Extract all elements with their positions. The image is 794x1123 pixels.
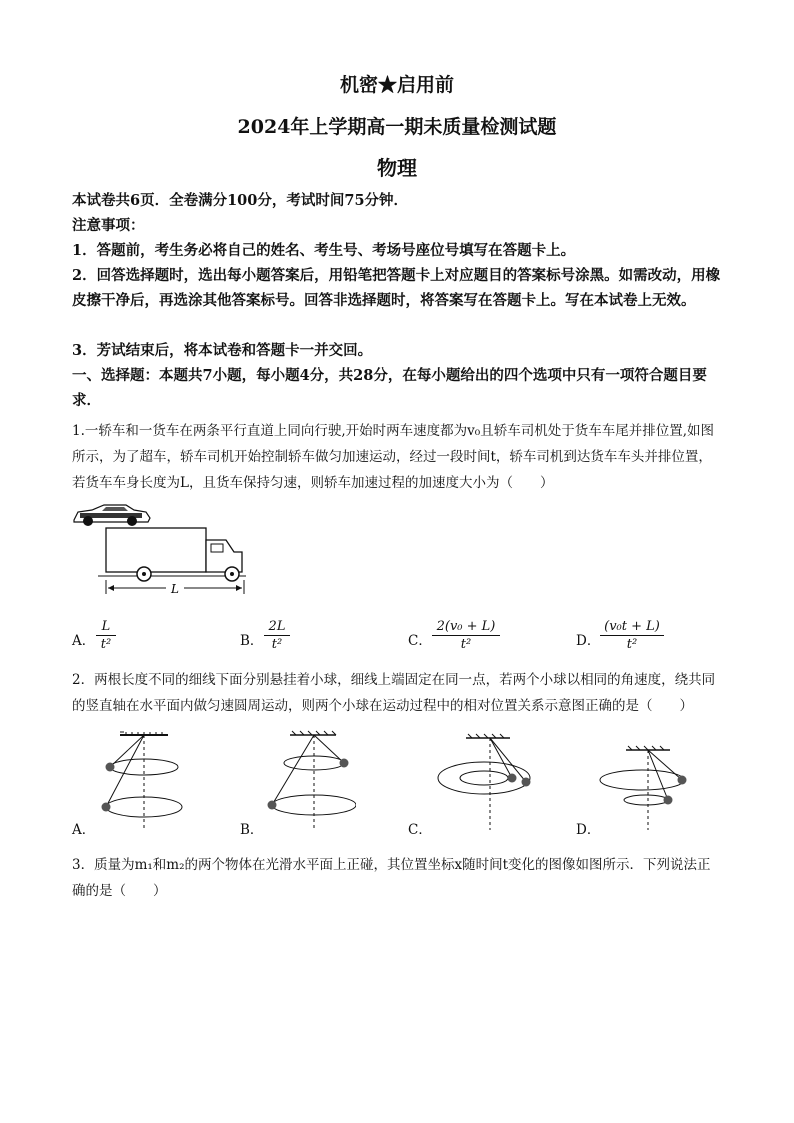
q2-figure-b: [262, 730, 356, 832]
q2-figure-c: [432, 730, 532, 832]
q1-option-b: B．: [240, 633, 264, 649]
note-item-1: 1．答题前，考生务必将自己的姓名、考生号、考场号座位号填写在答题卡上。: [72, 242, 576, 259]
q1-option-c: C．: [408, 633, 432, 649]
note-item-3: 3．芳试结束后，将本试卷和答题卡一并交回。: [72, 342, 373, 359]
question-3-text: 3．质量为m₁和m₂的两个物体在光滑水平面上正碰，其位置坐标x随时间t变化的图像如图所示．下列说法正确的是（ ）: [72, 857, 711, 899]
q2-option-c: C．: [408, 822, 432, 838]
q1-option-d-value: $\frac{\text{(v₀t + L)}}{\text{t²}}$: [600, 618, 664, 653]
q1-option-b-value: $\frac{2L}{\text{t²}}$: [264, 618, 290, 653]
exam-title: 2024年上学期高一期未质量检测试题: [237, 116, 557, 138]
question-1-text: 1.一轿车和一货车在两条平行直道上同向行驶,开始时两车速度都为v₀且轿车司机处于货车车尾并排位置,如图所示，为了超车，轿车司机开始控制轿车做匀加速运动，经过一段时间t，轿车司机到达货车车头并排位置，若货车车身长度为L，且货车保持匀速，则轿车加速过程的加速度大小为（ ）: [72, 423, 715, 491]
car-truck-figure: [70, 500, 260, 600]
exam-intro: 本试卷共6页．全卷满分100分，考试时间75分钟．: [72, 192, 409, 209]
question-2-text: 2．两根长度不同的细线下面分别悬挂着小球，细线上端固定在同一点，若两个小球以相同的角速度，绕共同的竖直轴在水平面内做匀速圆周运动，则两个小球在运动过程中的相对位置关系示意图正确的是（ ）: [72, 672, 716, 714]
truck-icon: [98, 528, 246, 581]
q2-option-a: A．: [72, 822, 96, 838]
q1-option-a: A．: [72, 633, 96, 649]
q2-figure-a: [96, 730, 186, 832]
q1-option-c-value: $\frac{\text{2(v₀ + L)}}{\text{t²}}$: [432, 618, 500, 653]
notes-heading: 注意事项：: [72, 217, 145, 234]
q2-figure-d: [596, 742, 696, 832]
q2-option-d: D．: [576, 822, 601, 838]
length-label: L: [171, 582, 179, 596]
confidential-label: 机密★启用前: [339, 74, 454, 96]
car-icon: [74, 505, 150, 526]
note-item-2: 2．回答选择题时，选出每小题答案后，用铅笔把答题卡上对应题目的答案标号涂黑。如需改动，用橡皮擦干净后，再选涂其他答案标号。回答非选择题时，将答案写在答题卡上。写在本试卷上无效。: [72, 267, 721, 309]
q2-option-b: B．: [240, 822, 264, 838]
section-heading: 一、选择题：本题共7小题，每小题4分，共28分，在每小题给出的四个选项中只有一项符合题目要求．: [72, 367, 707, 409]
q1-option-d: D．: [576, 633, 601, 649]
subject-title: 物理: [377, 156, 417, 180]
q1-option-a-value: $\frac{L}{\text{t²}}$: [96, 618, 116, 653]
length-dimension: [106, 580, 244, 596]
